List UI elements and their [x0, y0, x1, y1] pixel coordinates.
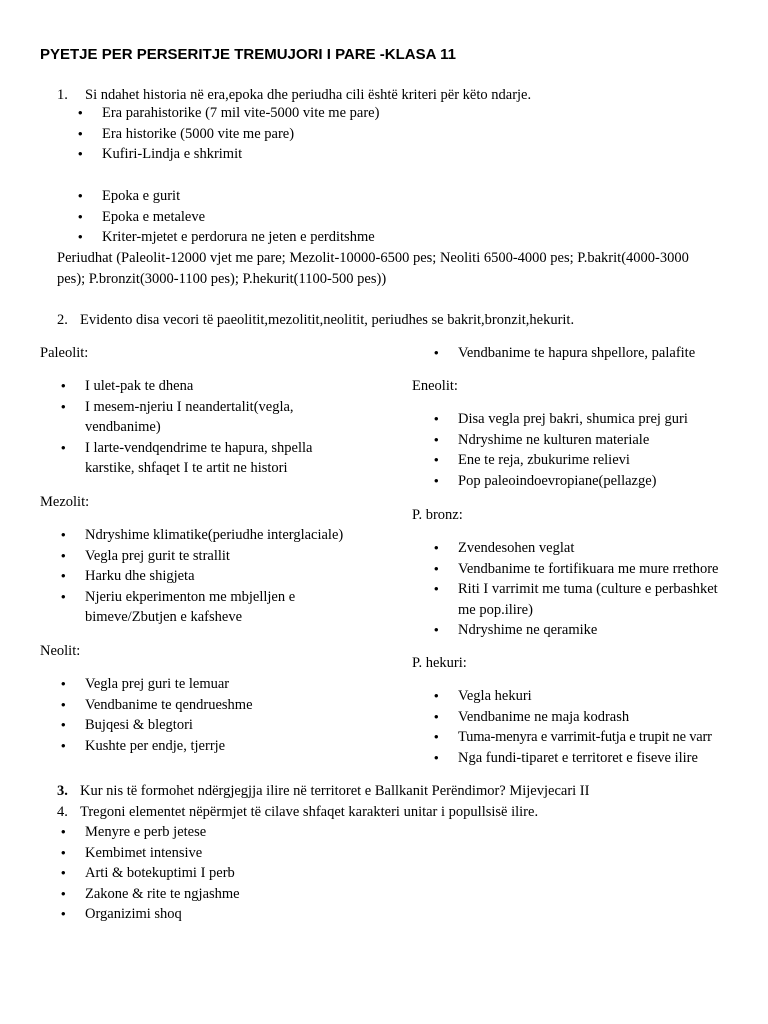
- list-item: • Vendbanime te qendrueshme: [85, 695, 253, 716]
- list-item: • Zvendesohen veglat: [458, 538, 738, 559]
- list-item: • Ndryshime ne kulturen materiale: [458, 430, 688, 451]
- list-item: • Harku dhe shigjeta: [85, 566, 355, 587]
- question-4-text: Tregoni elementet nëpërmjet të cilave shfaqet karakteri unitar i popullsisë ilire.: [80, 804, 539, 820]
- periods-line-2: pes); P.bronzit(3000-1100 pes); P.hekurit(1100-500 pes)): [57, 271, 387, 287]
- neolit-list: [85, 674, 253, 756]
- list-item: • Disa vegla prej bakri, shumica prej guri: [458, 409, 688, 430]
- paleolit-list: [85, 376, 347, 479]
- neolit-continued-list: [458, 343, 695, 364]
- list-item: • I larte-vendqendrime te hapura, shpella karstike, shfaqet I te artit ne histori: [85, 438, 347, 479]
- eneolit-heading: Eneolit:: [412, 378, 458, 394]
- eras-list: [102, 103, 379, 165]
- list-item: • Menyre e perb jetese: [85, 822, 240, 843]
- list-item: • Vegla prej guri te lemuar: [85, 674, 253, 695]
- list-item: • Epoka e metaleve: [102, 207, 375, 228]
- eneolit-list: [458, 409, 688, 491]
- list-item: • Vendbanime ne maja kodrash: [458, 707, 712, 728]
- paleolit-heading: Paleolit:: [40, 345, 89, 361]
- list-item: • I ulet-pak te dhena: [85, 376, 347, 397]
- list-item: • Vegla hekuri: [458, 686, 712, 707]
- list-item: • Nga fundi-tiparet e territoret e fiseve ilire: [458, 748, 712, 769]
- list-item: • Kushte per endje, tjerrje: [85, 736, 253, 757]
- question-1-number: 1.: [57, 87, 68, 103]
- ilire-elements-list: [85, 822, 240, 925]
- list-item: • Kufiri-Lindja e shkrimit: [102, 144, 379, 165]
- bronz-list: [458, 538, 738, 641]
- hekur-heading: P. hekuri:: [412, 655, 467, 671]
- list-item: • Era parahistorike (7 mil vite-5000 vite me pare): [102, 103, 379, 124]
- question-3-text: Kur nis të formohet ndërgjegjja ilire në territoret e Ballkanit Perëndimor? Mijevjecari II: [80, 783, 590, 799]
- neolit-heading: Neolit:: [40, 643, 81, 659]
- list-item: • Vendbanime te fortifikuara me mure rrethore: [458, 559, 738, 580]
- list-item: • Epoka e gurit: [102, 186, 375, 207]
- list-item: • Riti I varrimit me tuma (culture e perbashket me pop.ilire): [458, 579, 733, 620]
- question-4-number: 4.: [57, 804, 68, 820]
- list-item: • Ndryshime klimatike(periudhe interglaciale): [85, 525, 355, 546]
- mezolit-list: [85, 525, 355, 628]
- hekur-list: [458, 686, 712, 768]
- list-item: • Organizimi shoq: [85, 904, 240, 925]
- list-item: • Kriter-mjetet e perdorura ne jeten e perditshme: [102, 227, 375, 248]
- question-1-text: Si ndahet historia në era,epoka dhe periudha cili është kriteri për këto ndarje.: [85, 87, 532, 103]
- page-title: PYETJE PER PERSERITJE TREMUJORI I PARE -KLASA 11: [40, 46, 456, 63]
- list-item: • Ene te reja, zbukurime relievi: [458, 450, 688, 471]
- list-item: • Zakone & rite te ngjashme: [85, 884, 240, 905]
- list-item: • Njeriu ekperimenton me mbjelljen e bimeve/Zbutjen e kafsheve: [85, 587, 323, 628]
- question-2-number: 2.: [57, 312, 68, 328]
- list-item: • Pop paleoindoevropiane(pellazge): [458, 471, 688, 492]
- list-item: • Bujqesi & blegtori: [85, 715, 253, 736]
- list-item: • Vegla prej gurit te strallit: [85, 546, 355, 567]
- epochs-list: [102, 186, 375, 248]
- list-item: • Kembimet intensive: [85, 843, 240, 864]
- question-3-number: 3.: [57, 783, 68, 799]
- bronz-heading: P. bronz:: [412, 507, 463, 523]
- question-2-text: Evidento disa vecori të paeolitit,mezolitit,neolitit, periudhes se bakrit,bronzit,hekurit.: [80, 312, 575, 328]
- list-item: • Tuma-menyra e varrimit-futja e trupit ne varr: [458, 727, 712, 748]
- list-item: • Era historike (5000 vite me pare): [102, 124, 379, 145]
- mezolit-heading: Mezolit:: [40, 494, 90, 510]
- periods-line-1: Periudhat (Paleolit-12000 vjet me pare; Mezolit-10000-6500 pes; Neoliti 6500-4000 pes; P.bakrit(4000-3000: [57, 250, 689, 266]
- list-item: • Arti & botekuptimi I perb: [85, 863, 240, 884]
- list-item: • Ndryshime ne qeramike: [458, 620, 738, 641]
- list-item: • I mesem-njeriu I neandertalit(vegla, vendbanime): [85, 397, 347, 438]
- list-item: • Vendbanime te hapura shpellore, palafite: [458, 343, 695, 364]
